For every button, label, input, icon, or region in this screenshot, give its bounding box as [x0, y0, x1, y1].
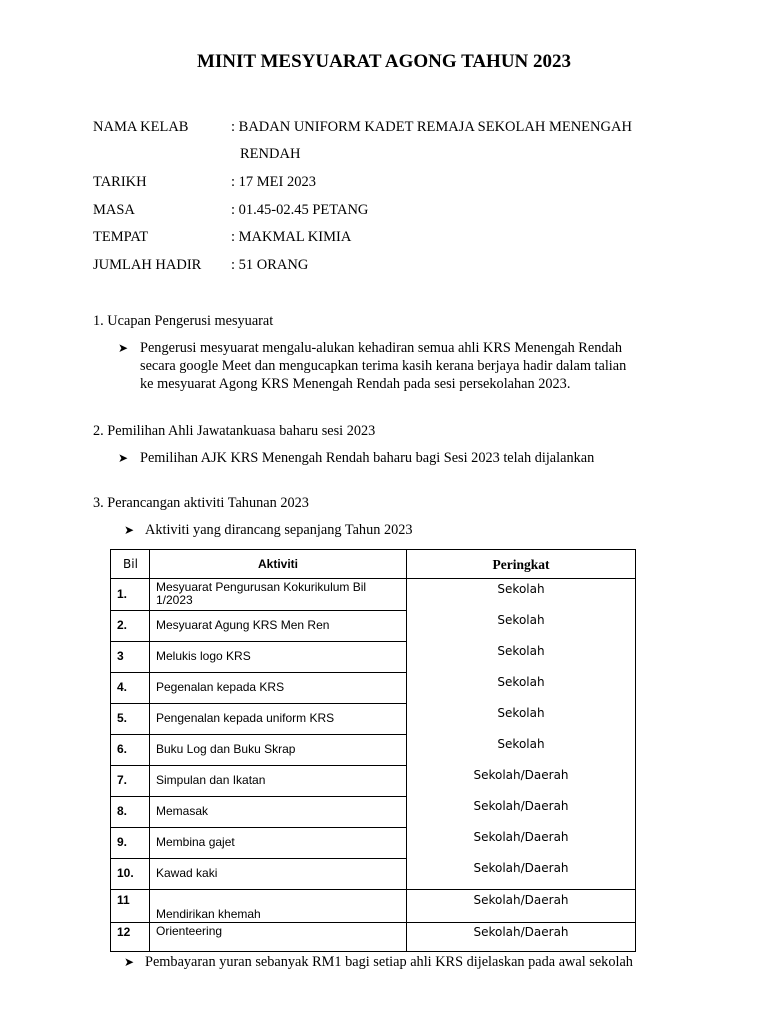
row-bil: 4. [111, 672, 150, 703]
section-1-bullet-line: ke mesyuarat Agong KRS Menengah Rendah pada sesi persekolahan 2023. [140, 376, 571, 392]
row-aktiviti [150, 579, 407, 611]
table-row [111, 641, 636, 672]
table-row [111, 672, 636, 703]
table-row [111, 765, 636, 796]
info-label-tempat: TEMPAT [93, 229, 149, 245]
row-peringkat: Sekolah/Daerah [407, 796, 636, 827]
row-aktiviti: Membina gajet [150, 827, 407, 858]
table-header-row [111, 550, 636, 579]
row-bil: 11 [111, 890, 150, 923]
row-aktiviti: Orienteering [150, 923, 407, 952]
document-title: MINIT MESYUARAT AGONG TAHUN 2023 [196, 51, 572, 72]
bullet-arrow-icon: ➤ [118, 451, 129, 465]
row-aktiviti: Buku Log dan Buku Skrap [150, 734, 407, 765]
info-value-nama-kelab: : BADAN UNIFORM KADET REMAJA SEKOLAH MENENGAH [231, 119, 632, 135]
row-peringkat: Sekolah [407, 672, 636, 703]
row-bil: 10. [111, 858, 150, 890]
row-aktiviti: Simpulan dan Ikatan [150, 765, 407, 796]
section-1-bullet-line: Pengerusi mesyuarat mengalu-alukan kehadiran semua ahli KRS Menengah Rendah [140, 340, 622, 356]
header-aktiviti: Aktiviti [150, 550, 407, 579]
info-value-masa: : 01.45-02.45 PETANG [231, 202, 369, 218]
info-label-tarikh: TARIKH [93, 174, 147, 190]
table-row [111, 827, 636, 858]
row-peringkat: Sekolah [407, 579, 636, 611]
row-peringkat: Sekolah [407, 641, 636, 672]
section-3-bullet-line: Aktiviti yang dirancang sepanjang Tahun 2023 [145, 522, 413, 538]
info-value-tarikh: : 17 MEI 2023 [231, 174, 316, 190]
row-peringkat: Sekolah/Daerah [407, 827, 636, 858]
row-bil: 2. [111, 610, 150, 641]
row-peringkat: Sekolah/Daerah [407, 890, 636, 923]
section-1-heading: 1. Ucapan Pengerusi mesyuarat [93, 313, 274, 329]
row-bil: 1. [111, 579, 150, 611]
bullet-arrow-icon: ➤ [124, 955, 135, 969]
table-row [111, 890, 636, 923]
row-aktiviti-line: Mesyuarat Pengurusan Kokurikulum Bil [156, 580, 367, 595]
row-bil: 9. [111, 827, 150, 858]
row-bil: 5. [111, 703, 150, 734]
table-row [111, 858, 636, 890]
table-row [111, 610, 636, 641]
row-aktiviti: Melukis logo KRS [150, 641, 407, 672]
row-aktiviti-line: 1/2023 [156, 593, 193, 608]
row-bil: 3 [111, 641, 150, 672]
info-label-masa: MASA [93, 202, 135, 218]
row-aktiviti: Kawad kaki [150, 858, 407, 890]
section-1-bullet-line: secara google Meet dan mengucapkan terima kasih kerana berjaya hadir dalam talian [140, 358, 627, 374]
section-3-heading: 3. Perancangan aktiviti Tahunan 2023 [93, 495, 309, 511]
section-2-bullet-line: Pemilihan AJK KRS Menengah Rendah baharu bagi Sesi 2023 telah dijalankan [140, 450, 595, 466]
table-row [111, 703, 636, 734]
row-aktiviti: Memasak [150, 796, 407, 827]
row-aktiviti: Pegenalan kepada KRS [150, 672, 407, 703]
info-value-jumlah-hadir: : 51 ORANG [231, 257, 309, 273]
row-peringkat: Sekolah/Daerah [407, 765, 636, 796]
info-value-tempat: : MAKMAL KIMIA [231, 229, 352, 245]
info-value-nama-kelab-cont: RENDAH [240, 146, 301, 162]
row-bil: 7. [111, 765, 150, 796]
table-row [111, 796, 636, 827]
row-bil: 6. [111, 734, 150, 765]
info-label-nama-kelab: NAMA KELAB [93, 119, 189, 135]
row-bil: 8. [111, 796, 150, 827]
row-aktiviti: Mendirikan khemah [150, 890, 407, 923]
bullet-arrow-icon: ➤ [118, 341, 129, 355]
info-label-jumlah-hadir: JUMLAH HADIR [93, 257, 202, 273]
footer-bullet-line: Pembayaran yuran sebanyak RM1 bagi setiap ahli KRS dijelaskan pada awal sekolah [145, 954, 633, 970]
row-peringkat: Sekolah/Daerah [407, 923, 636, 952]
table-row [111, 579, 636, 611]
row-aktiviti: Mesyuarat Agung KRS Men Ren [150, 610, 407, 641]
table-row [111, 734, 636, 765]
row-aktiviti: Pengenalan kepada uniform KRS [150, 703, 407, 734]
header-peringkat: Peringkat [407, 550, 636, 579]
activity-table [110, 549, 636, 952]
section-2-heading: 2. Pemilihan Ahli Jawatankuasa baharu sesi 2023 [93, 423, 376, 439]
row-peringkat: Sekolah [407, 610, 636, 641]
table-row [111, 923, 636, 952]
row-peringkat: Sekolah [407, 734, 636, 765]
bullet-arrow-icon: ➤ [124, 523, 135, 537]
header-bil: Bil [111, 550, 150, 579]
row-peringkat: Sekolah/Daerah [407, 858, 636, 890]
row-peringkat: Sekolah [407, 703, 636, 734]
row-bil: 12 [111, 923, 150, 952]
